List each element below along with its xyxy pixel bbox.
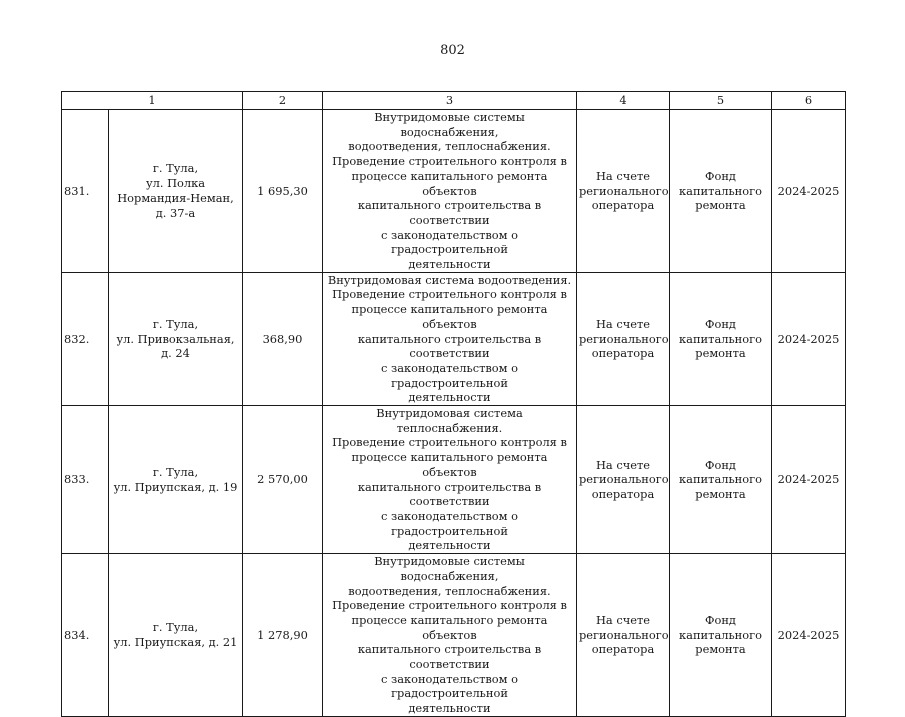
row-number: 834. bbox=[62, 554, 109, 717]
column-header-3: 3 bbox=[323, 92, 577, 110]
column-number-row bbox=[62, 92, 846, 110]
account-cell: На счете регионального оператора bbox=[577, 406, 670, 554]
page-number: 802 bbox=[440, 43, 465, 58]
column-header-5: 5 bbox=[670, 92, 772, 110]
account-cell: На счете регионального оператора bbox=[577, 110, 670, 273]
period-cell: 2024-2025 bbox=[772, 554, 846, 717]
address-cell: г. Тула, ул. Привокзальная, д. 24 bbox=[109, 272, 243, 405]
row-number: 833. bbox=[62, 406, 109, 554]
column-header-1: 1 bbox=[62, 92, 243, 110]
column-header-2: 2 bbox=[243, 92, 323, 110]
column-header-6: 6 bbox=[772, 92, 846, 110]
work-type-cell: Внутридомовая система теплоснабжения. Проведение строительного контроля в процессе капитального ремонта объектов капитального строительства в соответствии с законодательством о градостроительной деятельности bbox=[323, 406, 577, 554]
column-header-4: 4 bbox=[577, 92, 670, 110]
table-row bbox=[62, 110, 846, 273]
address-cell: г. Тула, ул. Приупская, д. 19 bbox=[109, 406, 243, 554]
repair-registry-table bbox=[61, 91, 846, 717]
period-cell: 2024-2025 bbox=[772, 406, 846, 554]
table-row bbox=[62, 554, 846, 717]
account-cell: На счете регионального оператора bbox=[577, 554, 670, 717]
row-number: 831. bbox=[62, 110, 109, 273]
address-cell: г. Тула, ул. Полка Нормандия-Неман, д. 37-а bbox=[109, 110, 243, 273]
funding-source-cell: Фонд капитального ремонта bbox=[670, 554, 772, 717]
period-cell: 2024-2025 bbox=[772, 272, 846, 405]
cost-cell: 1 278,90 bbox=[243, 554, 323, 717]
period-cell: 2024-2025 bbox=[772, 110, 846, 273]
table-row bbox=[62, 272, 846, 405]
work-type-cell: Внутридомовые системы водоснабжения, водоотведения, теплоснабжения. Проведение строительного контроля в процессе капитального ремонта объектов капитального строительства в соответствии с законодательством о градостроительной деятельности bbox=[323, 554, 577, 717]
row-number: 832. bbox=[62, 272, 109, 405]
address-cell: г. Тула, ул. Приупская, д. 21 bbox=[109, 554, 243, 717]
cost-cell: 1 695,30 bbox=[243, 110, 323, 273]
funding-source-cell: Фонд капитального ремонта bbox=[670, 110, 772, 273]
table-row bbox=[62, 406, 846, 554]
work-type-cell: Внутридомовая система водоотведения. Проведение строительного контроля в процессе капитального ремонта объектов капитального строительства в соответствии с законодательством о градостроительной деятельности bbox=[323, 272, 577, 405]
cost-cell: 368,90 bbox=[243, 272, 323, 405]
funding-source-cell: Фонд капитального ремонта bbox=[670, 272, 772, 405]
account-cell: На счете регионального оператора bbox=[577, 272, 670, 405]
work-type-cell: Внутридомовые системы водоснабжения, водоотведения, теплоснабжения. Проведение строительного контроля в процессе капитального ремонта объектов капитального строительства в соответствии с законодательством о градостроительной деятельности bbox=[323, 110, 577, 273]
cost-cell: 2 570,00 bbox=[243, 406, 323, 554]
funding-source-cell: Фонд капитального ремонта bbox=[670, 406, 772, 554]
